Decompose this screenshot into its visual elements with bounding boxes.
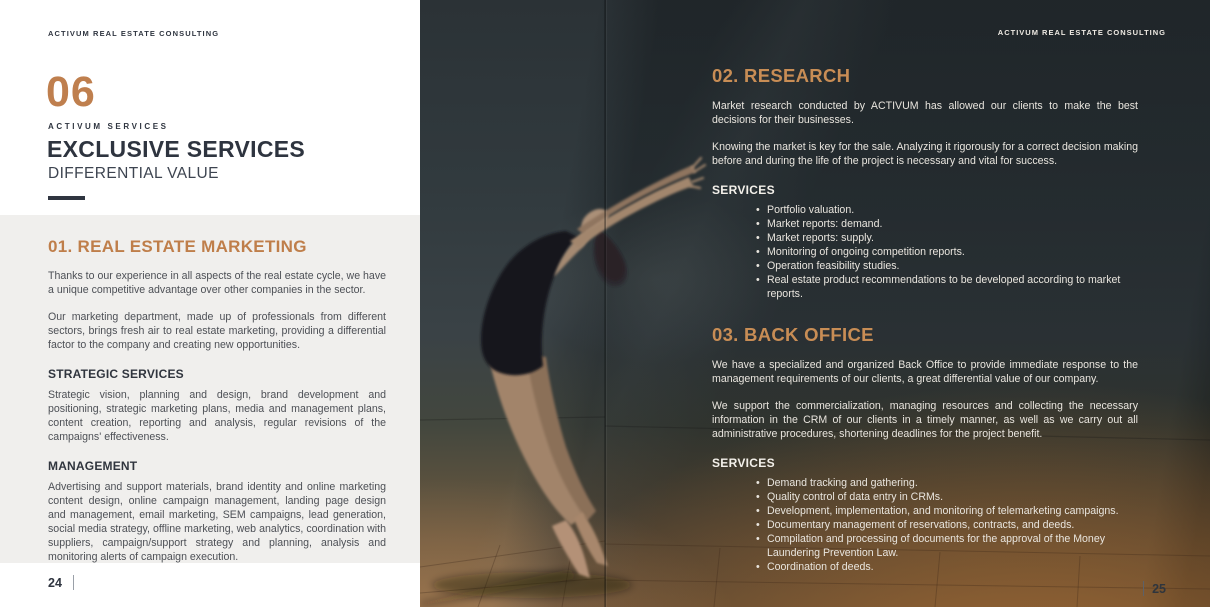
section-01-paragraph: Our marketing department, made up of professionals from different sectors, brings fresh air to real estate marketing, providing a differential factor to the company and creating new opportunities. [48,311,386,351]
brand-header-right: ACTIVUM REAL ESTATE CONSULTING [997,28,1166,37]
section-02-paragraph: Market research conducted by ACTIVUM has allowed our clients to make the best decisions for their businesses. [712,100,1138,126]
left-page [0,0,420,607]
page-title: EXCLUSIVE SERVICES [47,136,306,162]
section-03-paragraph: We have a specialized and organized Back Office to provide immediate response to the management requirements of our clients, a great differential value of our company. [712,359,1138,385]
list-item: • Coordination of deeds. [756,560,1138,574]
page-number-divider [73,575,74,590]
left-content-panel [0,215,420,563]
brand-header-left: ACTIVUM REAL ESTATE CONSULTING [48,29,220,38]
title-rule-divider [48,196,85,200]
list-item: • Portfolio valuation. [756,203,1138,217]
services-list-back-office [712,476,1138,574]
right-content-column [712,64,1138,574]
list-item: • Demand tracking and gathering. [756,476,1138,490]
list-item: • Documentary management of reservations, contracts, and deeds. [756,518,1138,532]
page-number-left-value: 24 [48,575,62,590]
management-heading: MANAGEMENT [48,459,138,473]
management-paragraph: Advertising and support materials, brand identity and online marketing content design, online campaign management, landing page design and management, email marketing, SEM campaigns, lead generation, social media strategy, offline marketing, web analytics, coordination with suppliers, campaign/support strategy and planning, analysis and monitoring alerts of campaign execution. [48,481,386,563]
right-page-photo-spread [420,0,1210,607]
section-03-paragraph: We support the commercialization, managing resources and collecting the necessary information in the CRM of our clients in a timely manner, as well as we carry out all administrative procedures, shortening deadlines for the project benefit. [712,400,1138,440]
section-01-paragraph: Thanks to our experience in all aspects of the real estate cycle, we have a unique competitive advantage over other companies in the sector. [48,270,387,296]
section-03-heading: 03. BACK OFFICE [712,324,874,345]
chapter-number: 06 [46,68,96,116]
services-list-research [712,203,1138,301]
list-item: • Real estate product recommendations to be developed according to market reports. [756,273,1138,301]
section-01-heading: 01. REAL ESTATE MARKETING [48,237,307,256]
list-item: • Market reports: demand. [756,217,1138,231]
list-item: • Monitoring of ongoing competition reports. [756,245,1138,259]
services-label: SERVICES [712,183,775,197]
list-item: • Quality control of data entry in CRMs. [756,490,1138,504]
services-label: SERVICES [712,456,775,470]
list-item: • Compilation and processing of documents for the approval of the Money Laundering Prevention Law. [756,532,1138,560]
chapter-kicker: ACTIVUM SERVICES [48,122,169,131]
page-number-right [1143,581,1166,596]
list-item: • Market reports: supply. [756,231,1138,245]
list-item: • Development, implementation, and monitoring of telemarketing campaigns. [756,504,1138,518]
section-02-heading: 02. RESEARCH [712,65,851,86]
page-number-left [48,575,74,590]
list-item: • Operation feasibility studies. [756,259,1138,273]
page-number-divider [1143,581,1144,596]
strategic-services-paragraph: Strategic vision, planning and design, brand development and positioning, strategic marketing plans, media and management plans, content creation, reporting and analysis, regular revisions of the campaigns' effectiveness. [48,389,386,443]
page-number-right-value: 25 [1152,581,1166,596]
section-02-paragraph: Knowing the market is key for the sale. Analyzing it rigorously for a correct decision making before and during the life of the project is necessary and vital for success. [712,141,1138,167]
page-subtitle: DIFFERENTIAL VALUE [48,165,219,182]
strategic-services-heading: STRATEGIC SERVICES [48,367,184,381]
